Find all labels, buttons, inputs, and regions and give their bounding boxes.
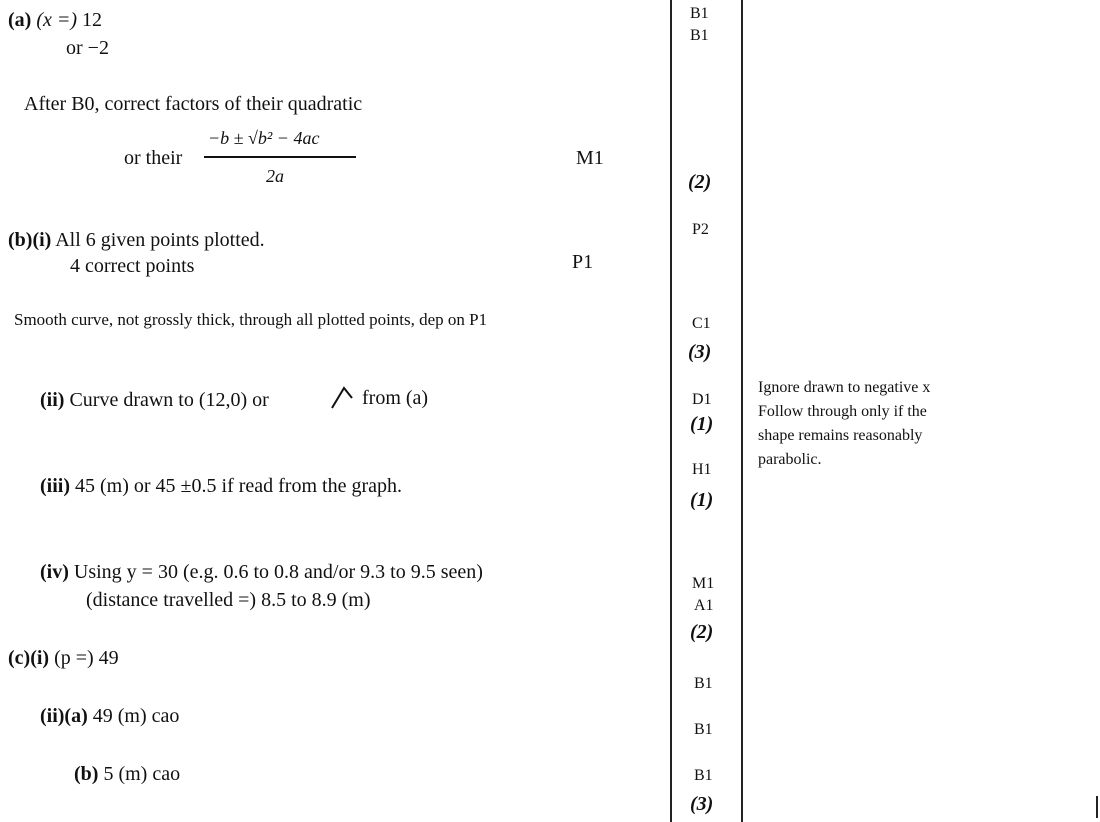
page-edge-mark bbox=[1096, 796, 1098, 818]
part-c-ii-a-text: 49 (m) cao bbox=[92, 705, 180, 727]
mark-column-left-rule bbox=[670, 0, 672, 822]
part-b-i-p1: P1 bbox=[572, 251, 594, 273]
formula-numerator: −b ± √b² − 4ac bbox=[208, 128, 320, 148]
note-line-1: Ignore drawn to negative x bbox=[758, 379, 931, 396]
part-c-i-label: (c)(i) bbox=[8, 647, 50, 669]
part-c-b-mark: B1 bbox=[694, 767, 713, 784]
part-c-i-text: (p =) 49 bbox=[54, 647, 119, 669]
part-b-ii-mark: D1 bbox=[692, 391, 712, 408]
part-b-i-total: (3) bbox=[688, 341, 712, 363]
part-b-iv-line2: (distance travelled =) 8.5 to 8.9 (m) bbox=[86, 589, 371, 611]
part-b-ii-text-after: from (a) bbox=[362, 387, 429, 409]
part-b-ii-text-before: Curve drawn to (12,0) or bbox=[69, 389, 269, 411]
part-b-i-label: (b)(i) bbox=[8, 229, 52, 251]
part-a-value: 12 bbox=[82, 9, 103, 31]
part-c-i-line bbox=[8, 646, 119, 670]
part-b-ii-line bbox=[40, 388, 269, 412]
part-a-m1: M1 bbox=[576, 147, 604, 169]
part-a-label: (a) bbox=[8, 9, 32, 31]
part-b-iv-mark-1: M1 bbox=[692, 575, 715, 592]
part-c-ii-a-label: (ii)(a) bbox=[40, 705, 88, 727]
part-b-i-text1: All 6 given points plotted. bbox=[55, 229, 265, 251]
part-a-or-their: or their bbox=[124, 147, 183, 169]
parabola-sketch-icon bbox=[330, 384, 356, 410]
part-b-iv-text1: Using y = 30 (e.g. 0.6 to 0.8 and/or 9.3 to 9.5 seen) bbox=[73, 561, 483, 583]
part-b-ii-note bbox=[758, 376, 998, 472]
part-b-iv-total: (2) bbox=[690, 621, 714, 643]
part-a-total: (2) bbox=[688, 171, 712, 193]
part-a-line bbox=[8, 8, 102, 32]
part-b-i-p2: P2 bbox=[692, 221, 709, 238]
note-line-2: Follow through only if the bbox=[758, 403, 927, 420]
part-b-iii-text: 45 (m) or 45 ±0.5 if read from the graph. bbox=[75, 475, 402, 497]
part-c-ii-a-mark: B1 bbox=[694, 721, 713, 738]
part-b-ii-label: (ii) bbox=[40, 389, 65, 411]
part-b-iii-mark: H1 bbox=[692, 461, 712, 478]
part-b-i-line1 bbox=[8, 228, 265, 252]
part-c-b-label: (b) bbox=[74, 763, 99, 785]
part-c-ii-a-line bbox=[40, 704, 179, 728]
part-b-iii-total: (1) bbox=[690, 489, 714, 511]
part-b-iii-label: (iii) bbox=[40, 475, 70, 497]
part-a-prefix: (x =) bbox=[36, 9, 78, 31]
part-b-iv-label: (iv) bbox=[40, 561, 69, 583]
fraction-bar bbox=[204, 156, 356, 158]
part-b-i-line2: 4 correct points bbox=[70, 255, 195, 277]
part-b-ii-total: (1) bbox=[690, 413, 714, 435]
part-c-b-text: 5 (m) cao bbox=[103, 763, 181, 785]
part-b-iv-line1 bbox=[40, 560, 483, 584]
formula-denominator: 2a bbox=[266, 166, 284, 186]
mark-column-right-rule bbox=[741, 0, 743, 822]
part-a-mark-1: B1 bbox=[690, 5, 709, 22]
part-c-b-line bbox=[74, 762, 180, 786]
part-a-mark-2: B1 bbox=[690, 27, 709, 44]
part-b-iii-line bbox=[40, 474, 402, 498]
part-c-total: (3) bbox=[690, 793, 714, 815]
part-b-i-c1: C1 bbox=[692, 315, 711, 332]
note-line-4: parabolic. bbox=[758, 451, 822, 468]
part-b-i-smooth-curve: Smooth curve, not grossly thick, through all plotted points, dep on P1 bbox=[14, 310, 488, 329]
part-b-iv-mark-2: A1 bbox=[694, 597, 714, 614]
note-line-3: shape remains reasonably bbox=[758, 427, 923, 444]
part-c-i-mark: B1 bbox=[694, 675, 713, 692]
part-a-after-b0: After B0, correct factors of their quadratic bbox=[24, 93, 363, 115]
part-a-alt: or −2 bbox=[66, 37, 109, 59]
